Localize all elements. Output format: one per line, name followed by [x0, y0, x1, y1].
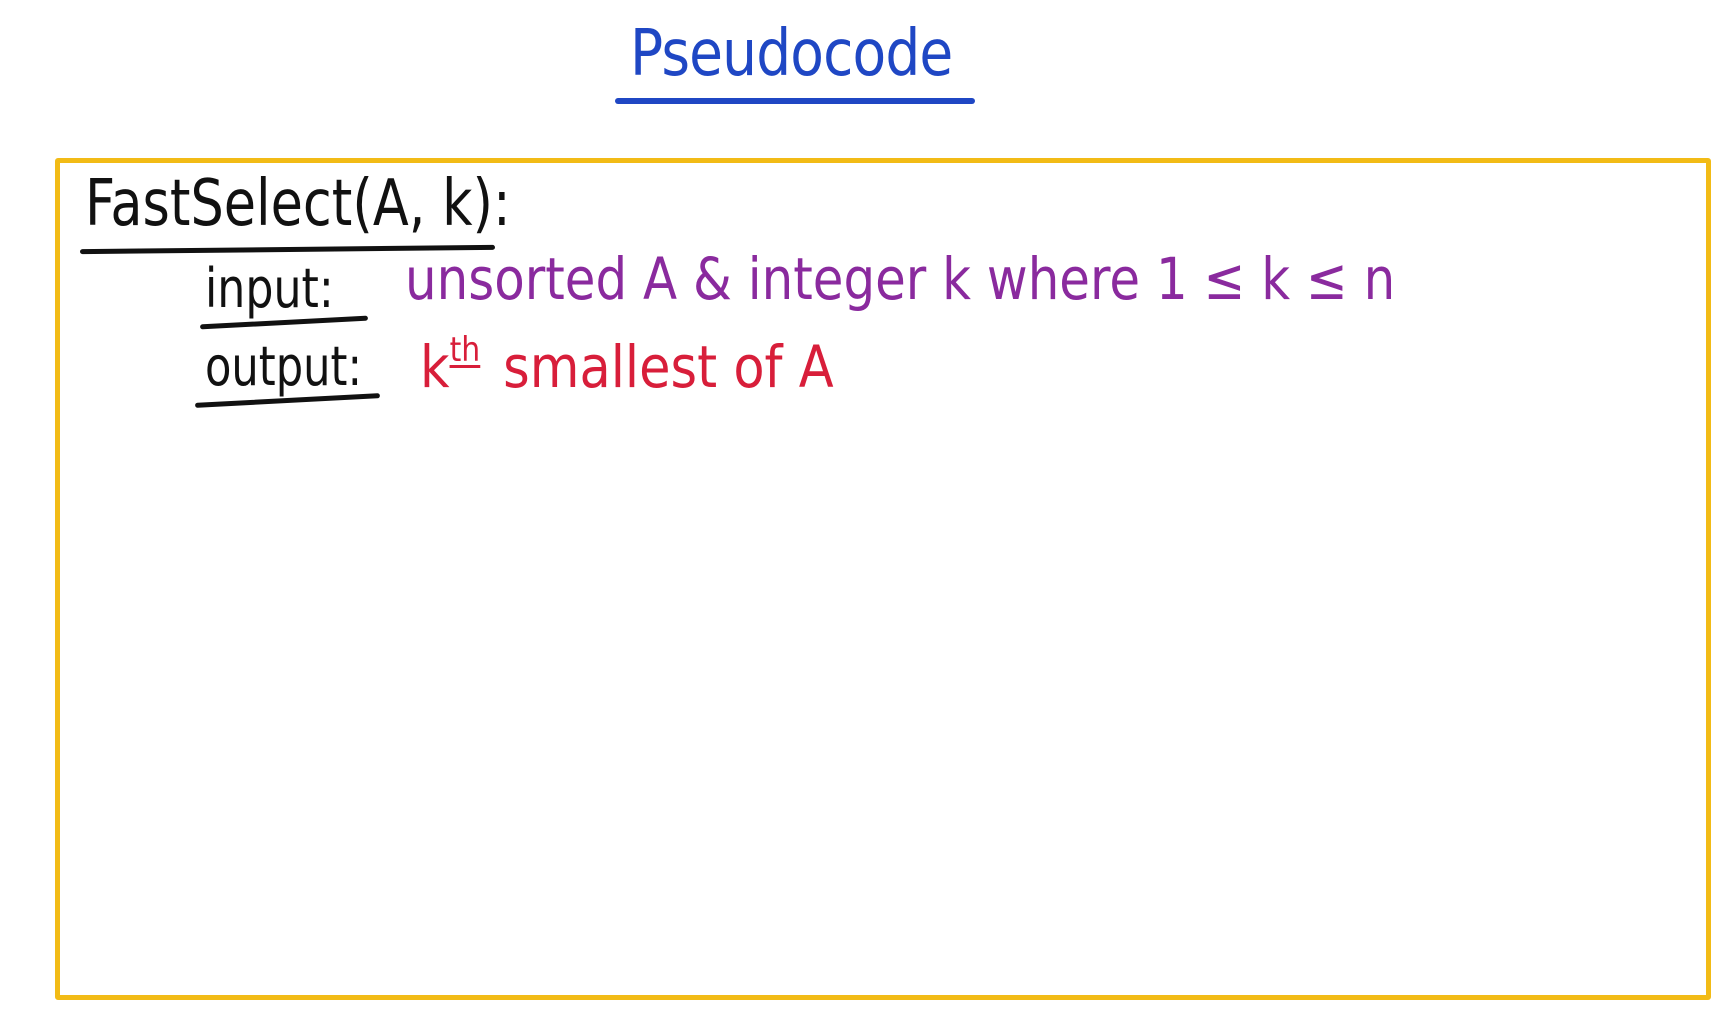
slide-title-underline: [615, 98, 975, 104]
output-text: smallest of A: [503, 333, 834, 401]
output-label: output:: [205, 335, 363, 398]
input-description: unsorted A & integer k where 1 ≤ k ≤ n: [405, 245, 1396, 313]
function-signature: FastSelect(A, k):: [85, 167, 511, 241]
slide-title: Pseudocode: [630, 17, 953, 91]
output-k: k: [420, 333, 450, 401]
input-label: input:: [205, 257, 334, 320]
output-description: [420, 330, 834, 401]
output-superscript: th: [449, 330, 481, 370]
output-kth: [420, 330, 481, 401]
